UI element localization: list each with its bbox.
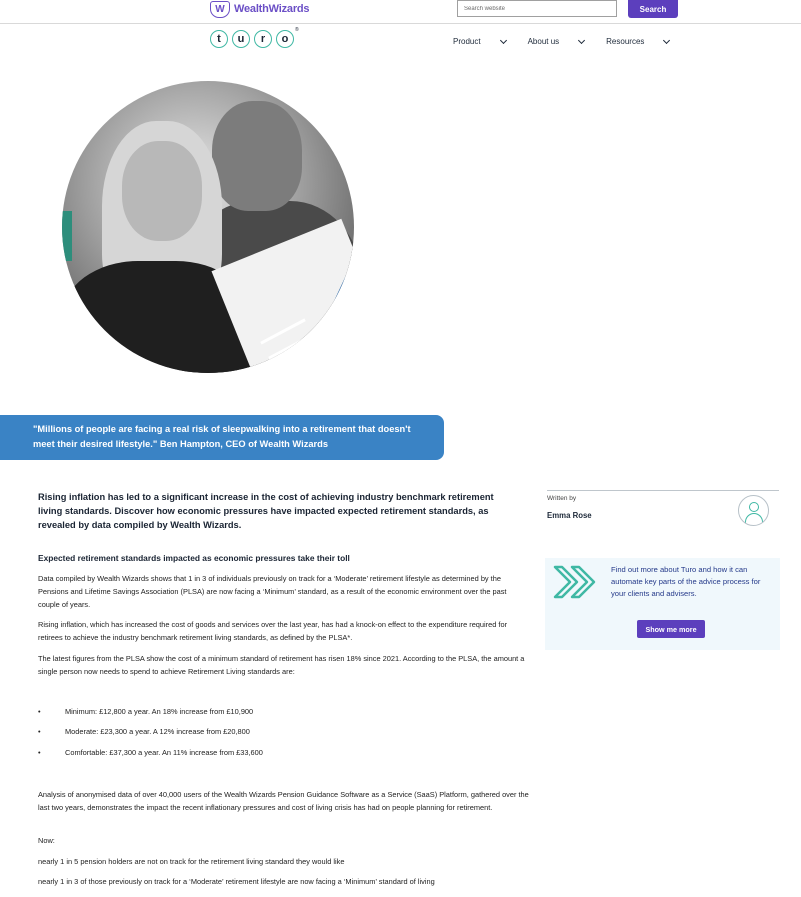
hero-photo-man-head <box>212 101 302 211</box>
article-paragraph: Analysis of anonymised data of over 40,000 users of the Wealth Wizards Pension Guidance Software as a Service (SaaS) Platform, gathered over the last two years, demonstrates the impact the recent inflationary pressures and cost of living crisis has had on people planning for retirement. <box>38 790 529 812</box>
article-paragraph: nearly 1 in 5 pension holders are not on track for the retirement living standard they would like <box>38 857 345 866</box>
article-paragraph: Now: <box>38 836 55 845</box>
list-item-text: Comfortable: £37,300 a year. An 11% increase from £33,600 <box>65 748 263 757</box>
list-item <box>38 707 253 716</box>
search-button[interactable]: Search <box>628 0 678 18</box>
nav-item-label: Product <box>453 37 481 46</box>
chevron-down-icon <box>663 36 670 43</box>
nav-item-label: Resources <box>606 37 645 46</box>
article-paragraph: The latest figures from the PLSA show the cost of a minimum standard of retirement has risen 18% since 2021. According to the PLSA, the amount a single person now needs to spend to achieve Retirement Living standards are: <box>38 654 525 676</box>
article-section-heading: Expected retirement standards impacted as economic pressures take their toll <box>38 553 350 563</box>
bullet-glyph: • <box>38 727 41 736</box>
turo-logo-letter: r <box>254 30 272 48</box>
chevron-down-icon <box>578 36 585 43</box>
avatar-head <box>749 502 759 512</box>
avatar-body <box>745 513 763 525</box>
hero-photo-woman-head <box>122 141 202 241</box>
user-avatar-icon <box>738 495 769 526</box>
article-paragraph: nearly 1 in 3 of those previously on track for a ‘Moderate’ retirement lifestyle are now facing a ‘Minimum’ standard of living <box>38 877 435 886</box>
nav-item-label: About us <box>527 37 560 46</box>
nav-item-resources[interactable] <box>606 37 669 46</box>
nav-item-about-us[interactable] <box>528 37 585 46</box>
turo-logo-letter: o <box>276 30 294 48</box>
main-nav <box>453 37 691 46</box>
article-paragraph: Data compiled by Wealth Wizards shows that 1 in 3 of individuals previously on track for a ‘Moderate’ retirement lifestyle as determined by the Pensions and Lifetime Savings Association (PLSA) are now facing a ‘Minimum’ standard, as a result of the economic environment over the past couple of years. <box>38 574 507 609</box>
list-item <box>38 727 250 736</box>
double-chevron-right-icon <box>552 564 598 600</box>
turo-logo-letter: u <box>232 30 250 48</box>
top-bar <box>0 0 801 24</box>
quote-banner: "Millions of people are facing a real risk of sleepwalking into a retirement that doesn't meet their desired lifestyle." Ben Hampton, CEO of Wealth Wizards <box>0 415 444 460</box>
registered-mark: ® <box>295 27 299 33</box>
search-input[interactable] <box>457 0 617 17</box>
list-item <box>38 748 263 757</box>
chevron-down-icon <box>500 36 507 43</box>
article-lead: Rising inflation has led to a significant increase in the cost of achieving industry benchmark retirement living standards. Discover how economic pressures have impacted expected retirement standards, as revealed by data compiled by Wealth Wizards. <box>38 492 494 530</box>
promo-text: Find out more about Turo and how it can automate key parts of the advice process for your clients and advisers. <box>611 565 761 598</box>
show-me-more-button[interactable]: Show me more <box>637 620 705 638</box>
article-paragraph: Rising inflation, which has increased the cost of goods and services over the last year, has had a knock-on effect to the expenditure required for retirees to achieve the industry benchmark retirement living standards, as defined by the PLSA*. <box>38 620 508 642</box>
wealthwizards-logo[interactable] <box>210 0 309 18</box>
nav-item-product[interactable] <box>453 37 506 46</box>
author-name[interactable]: Emma Rose <box>547 511 592 520</box>
turo-logo-letter: t <box>210 30 228 48</box>
bullet-glyph: • <box>38 707 41 716</box>
promo-card <box>545 558 780 650</box>
hero-photo <box>62 81 354 373</box>
wealthwizards-brand-text: WealthWizards <box>234 3 310 15</box>
turo-logo[interactable] <box>210 27 302 48</box>
list-item-text: Moderate: £23,300 a year. A 12% increase from £20,800 <box>65 727 250 736</box>
hero-teal-accent <box>62 211 72 261</box>
wealthwizards-logo-icon: W <box>210 1 230 18</box>
bullet-glyph: • <box>38 748 41 757</box>
written-by-label: Written by <box>547 495 577 502</box>
list-item-text: Minimum: £12,800 a year. An 18% increase from £10,900 <box>65 707 254 716</box>
author-card <box>547 490 779 534</box>
